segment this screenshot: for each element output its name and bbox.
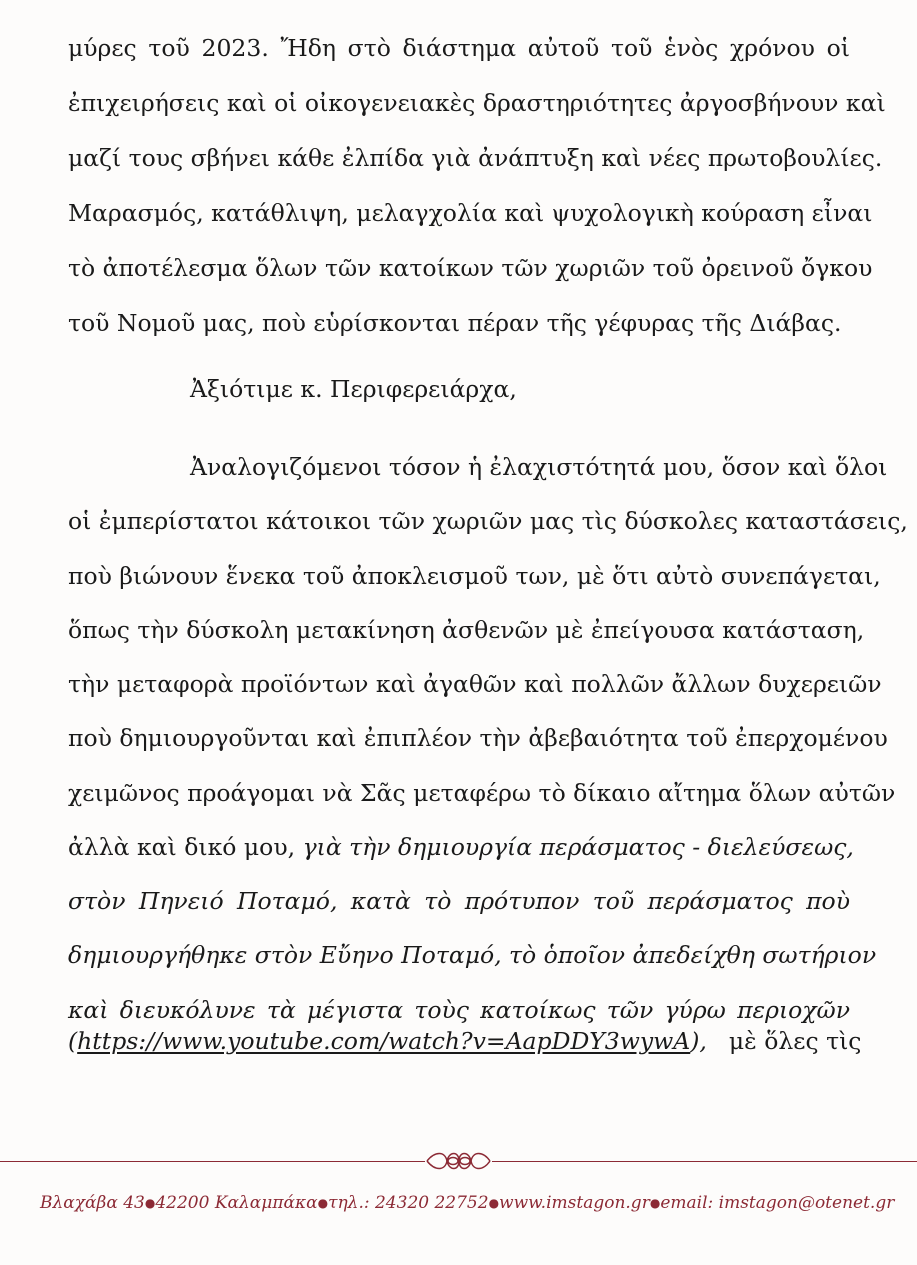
body-line-1: μύρες τοῦ 2023. Ἤδη στὸ διάστημα αὐτοῦ τοῦ ἑνὸς χρόνου οἱ (68, 34, 850, 62)
para2-line-8 (68, 832, 854, 862)
body-line-4: Μαρασμός, κατάθλιψη, μελαγχολία καὶ ψυχολογικὴ κούραση εἶναι (68, 199, 873, 227)
footer-rule-right (492, 1161, 917, 1162)
para2-line-2: οἱ ἐμπερίστατοι κάτοικοι τῶν χωριῶν μας τὶς δύσκολες καταστάσεις, (68, 507, 908, 535)
footer-separator: ● (488, 1196, 500, 1210)
mixed-italic: γιὰ τὴν δημιουργία περάσματος - διελεύσεως, (302, 833, 854, 861)
footer-website-link[interactable]: www.imstagon.gr (499, 1193, 650, 1213)
mixed-normal: ἀλλὰ καὶ δικό μου, (68, 833, 303, 861)
italic-line-2: δημιουργήθηκε στὸν Εὔηνο Ποταμό, τὸ ὁποῖον ἀπεδείχθη σωτήριον (68, 941, 877, 969)
footer-separator: ● (317, 1196, 329, 1210)
para2-line-1: Ἀναλογιζόμενοι τόσον ἡ ἐλαχιστότητά μου, ὅσον καὶ ὅλοι (190, 453, 888, 481)
body-line-3: μαζί τους σβήνει κάθε ἐλπίδα γιὰ ἀνάπτυξη καὶ νέες πρωτοβουλίες. (68, 144, 883, 172)
footer-phone: τηλ.: 24320 22752 (328, 1193, 489, 1213)
italic-line-3: καὶ διευκόλυνε τὰ μέγιστα τοὺς κατοίκως τῶν γύρω περιοχῶν (68, 996, 850, 1024)
link-line (68, 1026, 862, 1056)
link-paren-close: ), (690, 1027, 707, 1055)
para2-line-6: ποὺ δημιουργοῦνται καὶ ἐπιπλέον τὴν ἀβεβαιότητα τοῦ ἐπερχομένου (68, 724, 888, 752)
para2-line-4: ὅπως τὴν δύσκολη μετακίνηση ἀσθενῶν μὲ ἐπείγουσα κατάσταση, (68, 616, 865, 644)
para2-line-7: χειμῶνος προάγομαι νὰ Σᾶς μεταφέρω τὸ δίκαιο αἴτημα ὅλων αὐτῶν (68, 779, 896, 807)
knot-ornament-icon (425, 1149, 492, 1173)
body-line-2: ἐπιχειρήσεις καὶ οἱ οἰκογενειακὲς δραστηριότητες ἀργοσβήνουν καὶ (68, 89, 886, 117)
footer-postal: 42200 Καλαμπάκα (155, 1193, 318, 1213)
last-line-tail: μὲ ὅλες τὶς (728, 1027, 862, 1055)
para2-line-5: τὴν μεταφορὰ προϊόντων καὶ ἀγαθῶν καὶ πολλῶν ἄλλων δυχερειῶν (68, 670, 882, 698)
body-line-5: τὸ ἀποτέλεσμα ὅλων τῶν κατοίκων τῶν χωριῶν τοῦ ὀρεινοῦ ὄγκου (68, 254, 873, 282)
salutation: Ἀξιότιμε κ. Περιφερειάρχα, (190, 375, 517, 403)
footer-separator: ● (144, 1196, 156, 1210)
italic-line-1: στὸν Πηνειό Ποταμό, κατὰ τὸ πρότυπον τοῦ περάσματος ποὺ (68, 887, 850, 915)
footer-contact (40, 1193, 895, 1213)
body-line-6: τοῦ Νομοῦ μας, ποὺ εὑρίσκονται πέραν τῆς γέφυρας τῆς Διάβας. (68, 309, 842, 337)
footer-address: Βλαχάβα 43 (40, 1193, 145, 1213)
footer-rule-left (0, 1161, 425, 1162)
para2-line-3: ποὺ βιώνουν ἕνεκα τοῦ ἀποκλεισμοῦ των, μὲ ὅτι αὐτὸ συνεπάγεται, (68, 562, 881, 590)
youtube-link[interactable]: https://www.youtube.com/watch?v=AapDDY3wywA (77, 1027, 691, 1055)
footer-email-link[interactable]: email: imstagon@otenet.gr (660, 1193, 895, 1213)
footer-separator: ● (649, 1196, 661, 1210)
link-paren-open: ( (68, 1027, 78, 1055)
